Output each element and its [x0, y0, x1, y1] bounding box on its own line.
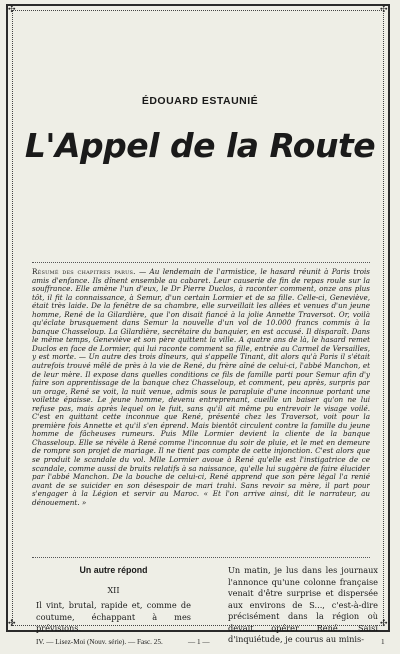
summary-bottom-rule — [32, 557, 370, 559]
summary-top-rule — [32, 262, 370, 264]
right-column-text: Un matin, je lus dans les journaux l'annonce qu'une colonne française venait d'être surprise et dispersée aux environs de S..., c'est-à-dire précisément dans la région où devait opérer René. Saisi d'inquiétude, je courus au minis- — [228, 565, 378, 644]
footer-signature-mark: 1 — [381, 638, 385, 646]
footer-publication: IV. — Lisez-Moi (Nouv. série). — Fasc. 25. — [36, 638, 163, 646]
corner-ornament-icon: ✣ — [380, 5, 388, 15]
article-title: L'Appel de la Route — [24, 126, 376, 165]
chapter-number: XII — [107, 585, 120, 595]
summary-text: — Au lendemain de l'armistice, le hasard réunit à Paris trois amis d'enfance. Ils dînent ensemble au cabaret. Leur causerie de fin de repas roule sur la souffrance. Elle amène l'un d'eux, le Dr Pierre Duclos, à raconter comment, onze ans plus tôt, il fit la connaissance, à Semur, d'un certain Lormier et de sa fille. Celle-ci, Geneviève, était très laide. De la fenêtre de sa chambre, elle surveillait les allées et venues d'un jeune homme, René de la Gilardière, que l'on disait fiancé à la jolie Annette Traversot. Or, voilà qu'éclate brusquement dans Semur la nouvelle d'un vol de 10.000 francs commis à la banque Chasseloup. La Gilardière, secrétaire du banquier, en est accusé. Il disparaît. Dans le même temps, Geneviève et son père quittent la ville. A quatre ans de là, le hasard remet Duclos en face de Lormier, qui lui raconte comment sa fille, entrée au Carmel de Versailles, y est morte. — Un autre des trois dîneurs, qui s'appelle Tinant, dit alors qu'à Paris il s'était autrefois trouvé mêlé de près à la vie de René, du frère aîné de celui-ci, l'abbé Manchon, et de leur mère. Il expose dans quelles conditions ce fils de famille parti pour Semur afin d'y faire son apprentissage de la banque chez Chasseloup, et comment, peu après, surpris par un orage, René se voit, la nuit venue, admis sous le parapluie d'une inconnue portant une voilette épaisse. Le jeune homme, devenu entreprenant, cueille un baiser qu'on ne lui refuse pas, mais après lequel on le fuit, sans qu'il ait même pu entrevoir le visage voilé. C'est en quittant cette inconnue que René, présenté chez les Traversot, voit pour la première fois Annette et qu'il s'en éprend. Mais bientôt circulent contre la famille du jeune homme de fâcheuses rumeurs. Puis Mlle Lormier devient la cliente de la banque Chasseloup. Elle se révèle à René comme l'inconnue du soir de pluie, et le met en demeure de rompre son projet de mariage. Il ne tient pas compte de cette injonction. C'est alors que se produit le scandale du vol. Mlle Lormier avoue à René qu'elle est l'instigatrice de ce scandale, comme aussi de bruits relatifs à sa naissance, qu'elle lui suggère de faire élucider par l'abbé Manchon. De la bouche de celui-ci, René apprend que son père légal l'a renié avant de se suicider en son désespoir de mari trahi. Sans revoir sa mère, il part pour s'engager à la Légion et servir au Maroc. « Et l'on arrive ainsi, dit le narrateur, au dénouement. » — [32, 268, 370, 507]
corner-ornament-icon: ✣ — [8, 5, 16, 15]
section-subhead: Un autre répond — [79, 565, 148, 575]
article-author: ÉDOUARD ESTAUNIÉ — [141, 95, 259, 107]
footer-page-number: — 1 — — [188, 638, 210, 646]
chapter-summary — [32, 268, 370, 556]
summary-lead: Résumé des chapitres parus. — [32, 268, 136, 276]
corner-ornament-icon: ✣ — [8, 619, 16, 629]
corner-ornament-icon: ✣ — [380, 619, 388, 629]
left-column — [36, 565, 191, 635]
left-column-text: Il vint, brutal, rapide et, comme de coutume, échappant à mes prévisions. — [36, 600, 191, 633]
page-footer — [0, 634, 400, 648]
